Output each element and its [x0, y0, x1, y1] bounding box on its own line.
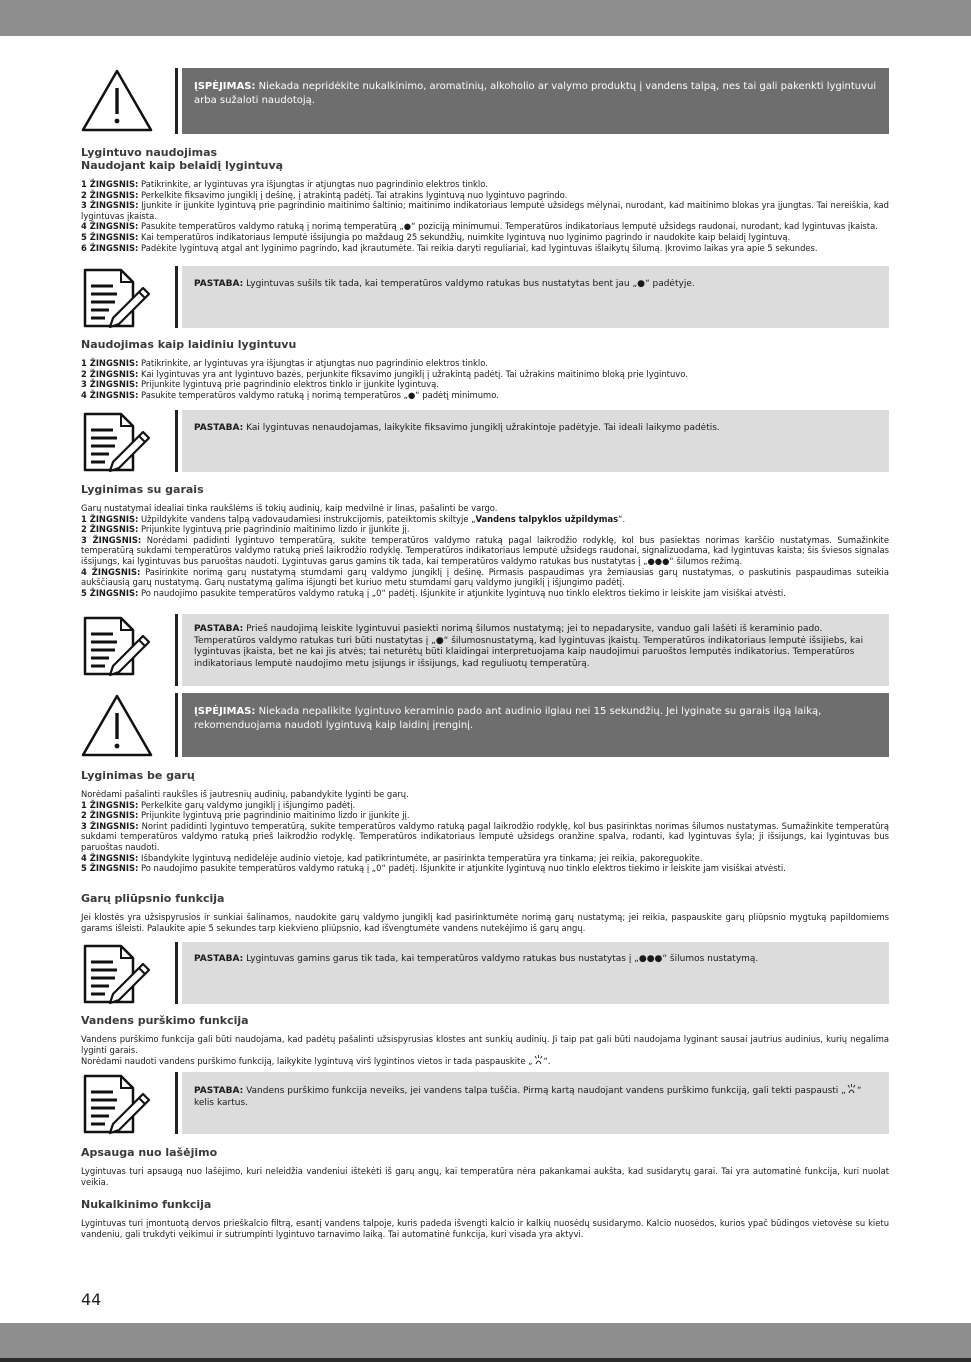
step: 2 ŽINGSNIS: Kai lygintuvas yra ant lygintuvo bazės, perjunkite fiksavimo jungiklį į užrakintą padėtį. Tai užrakins maitinimo bloką prie lygintuvo.	[81, 368, 688, 379]
note-label: PASTABA:	[194, 954, 244, 964]
warning-text	[182, 68, 889, 134]
divider	[175, 942, 178, 1004]
warning-box	[81, 68, 889, 134]
note-text	[182, 614, 889, 686]
step: 5 ŽINGSNIS: Kai temperatūros indikatoriaus lemputė išsijungia po maždaug 25 sekundžių, nuimkite lygintuvą nuo lyginimo pagrindo ir naudokite kaip belaidį lygintuvą.	[81, 231, 791, 242]
note-box	[81, 942, 889, 1004]
note-pencil-icon	[81, 1072, 153, 1136]
note-pencil-icon	[81, 614, 153, 678]
intro: Garų nustatymai idealiai tinka raukšlėms iš tokių audinių, kaip medvilnė ir linas, pašalinti be vargo.	[81, 503, 498, 513]
note-pencil-icon	[81, 266, 153, 330]
note-text	[182, 410, 889, 472]
warning-text	[182, 693, 889, 757]
step: 4 ŽINGSNIS: Pasukite temperatūros valdymo ratuką į norimą temperatūrą „●“ poziciją minimumui. Temperatūros indikatoriaus lemputė užsidegs raudonai, nurodant, kad lygintuvas įkaista.	[81, 221, 878, 232]
section-antidrip	[81, 1146, 889, 1187]
note-label: PASTABA:	[194, 423, 244, 433]
section-title: Vandens purškimo funkcija	[81, 1014, 249, 1027]
paragraph: Jei klostės yra užsispyrusios ir sunkiai šalinamos, naudokite garų valdymo jungiklį kad pasirinktumėte norimą garų nustatymą; jei reikia, paspauskite garų pliūpsnio mygtuką papildomiems garams išleisti. Palaukite apie 5 sekundes tarp kiekvieno pliūpsnio, kad išvengtumėte vandens nutekėjimo iš garų angų.	[81, 912, 889, 933]
warning-body: Niekada nepridėkite nukalkinimo, aromatinių, alkoholio ar valymo produktų į vandens talpą, nes tai gali pakenkti lygintuvui arba sužaloti naudotoją.	[194, 81, 877, 106]
step: 2 ŽINGSNIS: Prijunkite lygintuvą prie pagrindinio maitinimo lizdo ir įjunkite jį.	[81, 810, 410, 821]
warning-triangle-icon	[81, 68, 153, 132]
note-body: Vandens purškimo funkcija neveiks, jei vandens talpa tuščia. Pirmą kartą naudojant vandens purškimo funkciją, gali tekti paspausti „	[243, 1086, 846, 1096]
section-title: Naudojimas kaip laidiniu lygintuvu	[81, 338, 297, 351]
section-burst	[81, 892, 889, 933]
warning-label: ĮSPĖJIMAS:	[194, 81, 256, 92]
note-pencil-icon	[81, 410, 153, 474]
step: 4 ŽINGSNIS: Pasukite temperatūros valdymo ratuką į norimą temperatūros „●“ padėtį minimumo.	[81, 389, 499, 400]
section-corded	[81, 338, 889, 400]
note-body: Prieš naudojimą leiskite lygintuvui pasiekti norimą šilumos nustatymą; jei to nepadarysite, vanduo gali lašėti iš keraminio pado. Temperatūros valdymo ratukas turi būti nustatytas į „●“ šilumosnustatymą, kad lygintuvas įkaistų. Temperatūros indikatoriaus lemputė išsijiebs, kai lygintuvas įkaista, bet ne kai jis atvės; tai neturėtų būti klaidingai interpretuojama kaip naudojimui paruoštos lemputės indikatorius. Temperatūros indikatoriaus lemputė naudojimo metu įsijungs ir išsijungs, kad reguliuotų temperatūrą.	[194, 624, 864, 669]
section-anticalc	[81, 1198, 889, 1239]
step: 6 ŽINGSNIS: Padėkite lygintuvą atgal ant lyginimo pagrindo, kad įkrautumėte. Tai reikia daryti reguliariai, kad lygintuvas išlaikytų šilumą. Įkrovimo laikas yra apie 5 sekundes.	[81, 242, 818, 253]
note-body: Kai lygintuvas nenaudojamas, laikykite fiksavimo jungiklį užrakintoje padėtyje. Tai ideali laikymo padėtis.	[243, 423, 720, 433]
divider	[175, 614, 178, 686]
note-box	[81, 614, 889, 686]
section-dry	[81, 769, 889, 874]
step: 3 ŽINGSNIS: Norint padidinti lygintuvo temperatūrą, sukite temperatūros valdymo ratuką pagal laikrodžio rodyklę, kol bus pasirinktas norimas šilumos nustatymas. Sumažinkite temperatūrą sukdami temperatūros valdymo ratuką prieš laikrodžio rodyklę. Temperatūros indikatoriaus lemputė užsidegs oranžine spalva, rodanti, kad lygintuvas šyla; ji išsijungs, kai lygintuvas bus paruoštas naudoti.	[81, 820, 889, 852]
step: 2 ŽINGSNIS: Prijunkite lygintuvą prie pagrindinio maitinimo lizdo ir įjunkite jį.	[81, 524, 410, 535]
note-pencil-icon	[81, 942, 153, 1006]
note-label: PASTABA:	[194, 1086, 244, 1096]
divider	[175, 693, 178, 757]
note-label: PASTABA:	[194, 624, 244, 634]
step: 4 ŽINGSNIS: Išbandykite lygintuvą nedidelėje audinio vietoje, kad patikrintumėte, ar pasirinkta temperatūra yra tinkama; jei reikia, pakoreguokite.	[81, 852, 703, 863]
step: 5 ŽINGSNIS: Po naudojimo pasukite temperatūros valdymo ratuką į „0“ padėtį. Išjunkite ir atjunkite lygintuvą nuo tinklo elektros tiekimo ir leiskite jam visiškai atvėsti.	[81, 863, 786, 874]
paragraph: Lygintuvas turi apsaugą nuo lašėjimo, kuri neleidžia vandeniui ištekėti iš garų angų, kai temperatūra nėra pakankamai aukšta, kad susidarytų garai. Tai yra automatinė funkcija, kuri nuolat veikia.	[81, 1166, 889, 1187]
note-text	[182, 942, 889, 1004]
section-title: Nukalkinimo funkcija	[81, 1198, 212, 1211]
section-cordless	[81, 146, 889, 253]
divider	[175, 266, 178, 328]
warning-body: Niekada nepalikite lygintuvo keraminio pado ant audinio ilgiau nei 15 sekundžių. Jei lyginate su garais ilgą laiką, rekomenduojama naudoti lygintuvą kaip laidinį įrenginį.	[194, 706, 822, 731]
intro: Norėdami pašalinti raukšles iš jautresnių audinių, pabandykite lyginti be garų.	[81, 789, 409, 799]
section-title: Garų pliūpsnio funkcija	[81, 892, 225, 905]
step: 1 ŽINGSNIS: Patikrinkite, ar lygintuvas yra išjungtas ir atjungtas nuo pagrindinio elektros tinklo.	[81, 358, 488, 368]
section-title: Lyginimas be garų	[81, 769, 195, 782]
step: 3 ŽINGSNIS: Įjunkite ir įjunkite lygintuvą prie pagrindinio maitinimo šaltinio; maitinimo indikatoriaus lemputė užsidegs mėlynai, nurodant, kad maitinimo blokas yra įjungtas. Tai nereiškia, kad lygintuvas įkaista.	[81, 200, 889, 221]
step: 3 ŽINGSNIS: Norėdami padidinti lygintuvo temperatūrą, sukite temperatūros valdymo ratuką pagal laikrodžio rodyklę, kol bus pasiektas norimas karščio nustatymas. Sumažinkite temperatūrą sukdami temperatūros valdymo ratuką prieš laikrodžio rodyklę. Temperatūros indikatoriaus lemputė užsidegs raudonai, signalizuodama, kad lygintuvas kaista; šis šviesos signalas išsijungs, kai lygintuvas bus paruoštas naudoti. Lygintuvas garus gamins tik tada, kai temperatūros valdymo ratukas bus nustatytas į „●●●“ šilumos režimą.	[81, 534, 889, 566]
divider	[175, 410, 178, 472]
step: 3 ŽINGSNIS: Prijunkite lygintuvą prie pagrindinio elektros tinklo ir įjunkite lygintuvą.	[81, 379, 439, 390]
note-box	[81, 1072, 889, 1134]
step: 1 ŽINGSNIS: Perkelkite garų valdymo jungiklį į išjungimo padėtį.	[81, 799, 356, 810]
step: 1 ŽINGSNIS: Užpildykite vandens talpą vadovaudamiesi instrukcijomis, pateiktomis skiltyje „Vandens talpyklos užpildymas“.	[81, 513, 626, 524]
note-text: PASTABA: Vandens purškimo funkcija neveiks, jei vandens talpa tuščia. Pirmą kartą naudojant vandens purškimo funkciją, gali tekti paspausti „ “ kelis kartus.	[182, 1072, 889, 1134]
bottom-bar	[0, 1323, 971, 1362]
top-bar	[0, 0, 971, 36]
paragraph: Lygintuvas turi įmontuotą dervos prieškalcio filtrą, esantį vandens talpoje, kuris padeda išvengti kalcio ir kalkių nuosėdų susidarymo. Kalcio nuosėdos, kurios ypač būdingos vietovėse su kietu vandeniu, gali trukdyti veikimui ir sutrumpinti lygintuvo tarnavimo laiką. Tai automatinė funkcija, kuri visada yra aktyvi.	[81, 1218, 889, 1239]
note-box	[81, 410, 889, 472]
step: 5 ŽINGSNIS: Po naudojimo pasukite temperatūros valdymo ratuką į „0“ padėtį. Išjunkite ir atjunkite lygintuvą nuo tinklo elektros tiekimo ir leiskite jam visiškai atvėsti.	[81, 587, 786, 598]
divider	[175, 1072, 178, 1134]
section-spray	[81, 1014, 889, 1067]
spray-icon	[533, 1055, 544, 1065]
spray-icon	[846, 1084, 857, 1094]
note-body: Lygintuvas gamins garus tik tada, kai temperatūros valdymo ratukas bus nustatytas į „●●●“ šilumos nustatymą.	[243, 954, 759, 964]
step: 4 ŽINGSNIS: Pasirinkite norimą garų nustatymą stumdami garų valdymo jungiklį į dešinę. Pirmasis paspaudimas yra žemiausias garų nustatymas, o paskutinis paspaudimas suteikia aukščiausią garų nustatymą. Garų nustatymą galima išjungti bet kuriuo metu stumdami garų valdymo jungiklį į išjungimo padėtį.	[81, 566, 889, 588]
step: 2 ŽINGSNIS: Perkelkite fiksavimo jungiklį į dešinę, į atrakintą padėtį. Tai atrakins lygintuvą nuo lygintuvo pagrindo.	[81, 189, 568, 200]
warning-box	[81, 693, 889, 757]
step: 1 ŽINGSNIS: Patikrinkite, ar lygintuvas yra išjungtas ir atjungtas nuo pagrindinio elektros tinklo.	[81, 179, 488, 189]
note-label: PASTABA:	[194, 279, 244, 289]
note-body: Lygintuvas sušils tik tada, kai temperatūros valdymo ratukas bus nustatytas bent jau „●“ padėtyje.	[243, 279, 695, 289]
divider	[175, 68, 178, 134]
section-subtitle: Naudojant kaip belaidį lygintuvą	[81, 159, 284, 172]
warning-label: ĮSPĖJIMAS:	[194, 706, 256, 717]
paragraph: Vandens purškimo funkcija gali būti naudojama, kad padėtų pašalinti užsispyrusias klostes ant sunkių audinių. Ji taip pat gali būti naudojama lyginant sausai jautrius audinius, kurių negalima lyginti garais.	[81, 1034, 889, 1055]
warning-triangle-icon	[81, 693, 153, 757]
note-text	[182, 266, 889, 328]
note-box	[81, 266, 889, 328]
page-number: 44	[81, 1290, 102, 1309]
paragraph: Norėdami naudoti vandens purškimo funkciją, laikykite lygintuvą virš lygintinos vietos ir tada paspauskite „ “.	[81, 1056, 551, 1067]
section-title: Apsauga nuo lašėjimo	[81, 1146, 218, 1159]
section-title: Lyginimas su garais	[81, 483, 204, 496]
section-title: Lygintuvo naudojimas	[81, 146, 218, 159]
section-steam	[81, 483, 889, 598]
